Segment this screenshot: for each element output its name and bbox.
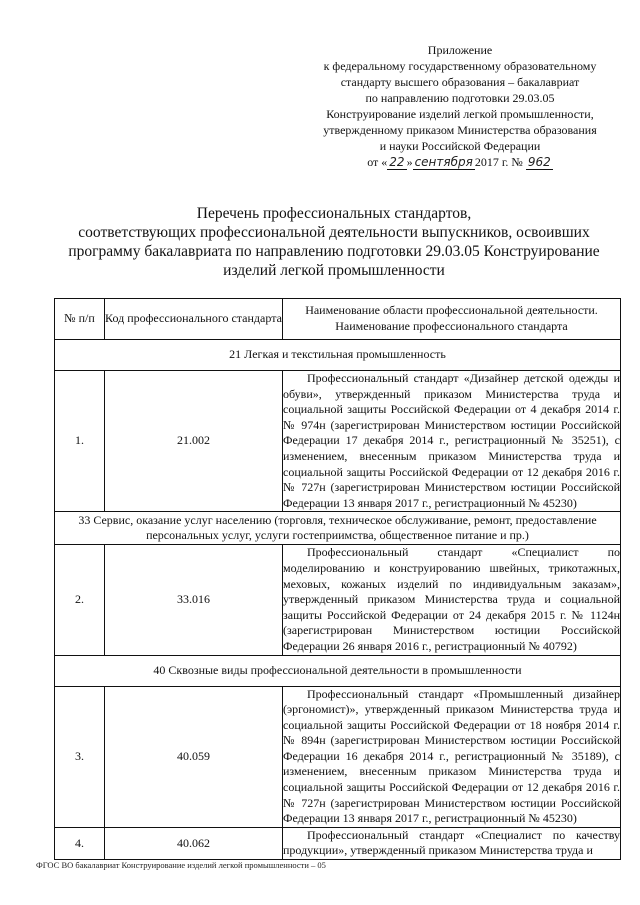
row-num: 1. (55, 371, 105, 512)
table-row (55, 686, 621, 827)
section-title: 33 Сервис, оказание услуг населению (торговля, техническое обслуживание, ремонт, предоставление персональных услуг, услуги гостеприимства, общественное питание и пр.) (55, 512, 621, 545)
annex-line: Конструирование изделий легкой промышленности, (326, 107, 594, 121)
annex-date-line (304, 154, 616, 170)
table-header-row (55, 299, 621, 340)
section-row (55, 340, 621, 371)
row-description: Профессиональный стандарт «Дизайнер детской одежды и обуви», утвержденный приказом Министерства труда и социальной защиты Российской Федерации от 4 декабря 2014 г. № 974н (зарегистрирован Министерством юстиции Российской Федерации 17 декабря 2014 г., регистрационный № 35251), с изменением, внесенным приказом Министерства труда и социальной защиты Российской Федерации от 12 декабря 2016 г. № 727н (зарегистрирован Министерством юстиции Российской Федерации 13 января 2017 г., регистрационный № 45230) (283, 371, 621, 512)
page-footer: ФГОС ВО бакалавриат Конструирование изделий легкой промышленности – 05 (36, 860, 326, 870)
annex-line: утвержденному приказом Министерства образования (323, 123, 597, 137)
row-num: 4. (55, 827, 105, 859)
table-row (55, 827, 621, 859)
date-mid: » (406, 155, 413, 169)
section-title: 40 Сквозные виды профессиональной деятельности в промышленности (55, 655, 621, 686)
header-num: № п/п (55, 299, 105, 340)
title-line: изделий легкой промышленности (223, 262, 445, 279)
section-row (55, 512, 621, 545)
annex-line: Приложение (427, 43, 493, 57)
handwritten-month: сентября (414, 155, 473, 169)
annex-line: к федеральному государственному образовательному (323, 59, 597, 73)
date-year: 2017 г. № (474, 155, 523, 169)
header-code: Код профессионального стандарта (105, 299, 283, 340)
row-description: Профессиональный стандарт «Промышленный дизайнер (эргономист)», утвержденный приказом Министерства труда и социальной защиты Российской Федерации от 18 ноября 2014 г. № 894н (зарегистрирован Министерством юстиции Российской Федерации 16 декабря 2014 г., регистрационный № 35189), с изменением, внесенным приказом Министерства труда и социальной защиты Российской Федерации от 12 декабря 2016 г. № 727н (зарегистрирован Министерством юстиции Российской Федерации 13 января 2017 г., регистрационный № 45230) (283, 686, 621, 827)
title-line: соответствующих профессиональной деятельности выпускников, освоивших (78, 224, 590, 241)
section-row (55, 655, 621, 686)
annex-line: стандарту высшего образования – бакалавриат (340, 75, 580, 89)
document-title (56, 204, 612, 280)
table-row (55, 371, 621, 512)
annex-line: по направлению подготовки 29.03.05 (365, 91, 555, 105)
row-code: 33.016 (105, 545, 283, 655)
date-prefix: от « (367, 155, 388, 169)
row-num: 3. (55, 686, 105, 827)
annex-line: и науки Российской Федерации (379, 139, 541, 153)
row-code: 40.062 (105, 827, 283, 859)
standards-table (54, 298, 621, 860)
section-title: 21 Легкая и текстильная промышленность (55, 340, 621, 371)
header-name: Наименование области профессиональной деятельности. Наименование профессионального стандарта (283, 299, 621, 340)
row-code: 21.002 (105, 371, 283, 512)
handwritten-day: 22 (389, 155, 405, 169)
row-num: 2. (55, 545, 105, 655)
row-description: Профессиональный стандарт «Специалист по моделированию и конструированию швейных, трикотажных, меховых, кожаных изделий по индивидуальным заказам», утвержденный приказом Министерства труда и социальной защиты Российской Федерации от 24 декабря 2015 г. № 1124н (зарегистрирован Министерством юстиции Российской Федерации 26 января 2016 г., регистрационный № 40792) (283, 545, 621, 655)
annex-block (304, 42, 616, 170)
table-row (55, 545, 621, 655)
title-line: Перечень профессиональных стандартов, (196, 205, 472, 222)
handwritten-number: 962 (527, 155, 551, 169)
row-description: Профессиональный стандарт «Специалист по качеству продукции», утвержденный приказом Министерства труда и (283, 827, 621, 859)
title-line: программу бакалавриата по направлению подготовки 29.03.05 Конструирование (68, 243, 600, 260)
row-code: 40.059 (105, 686, 283, 827)
